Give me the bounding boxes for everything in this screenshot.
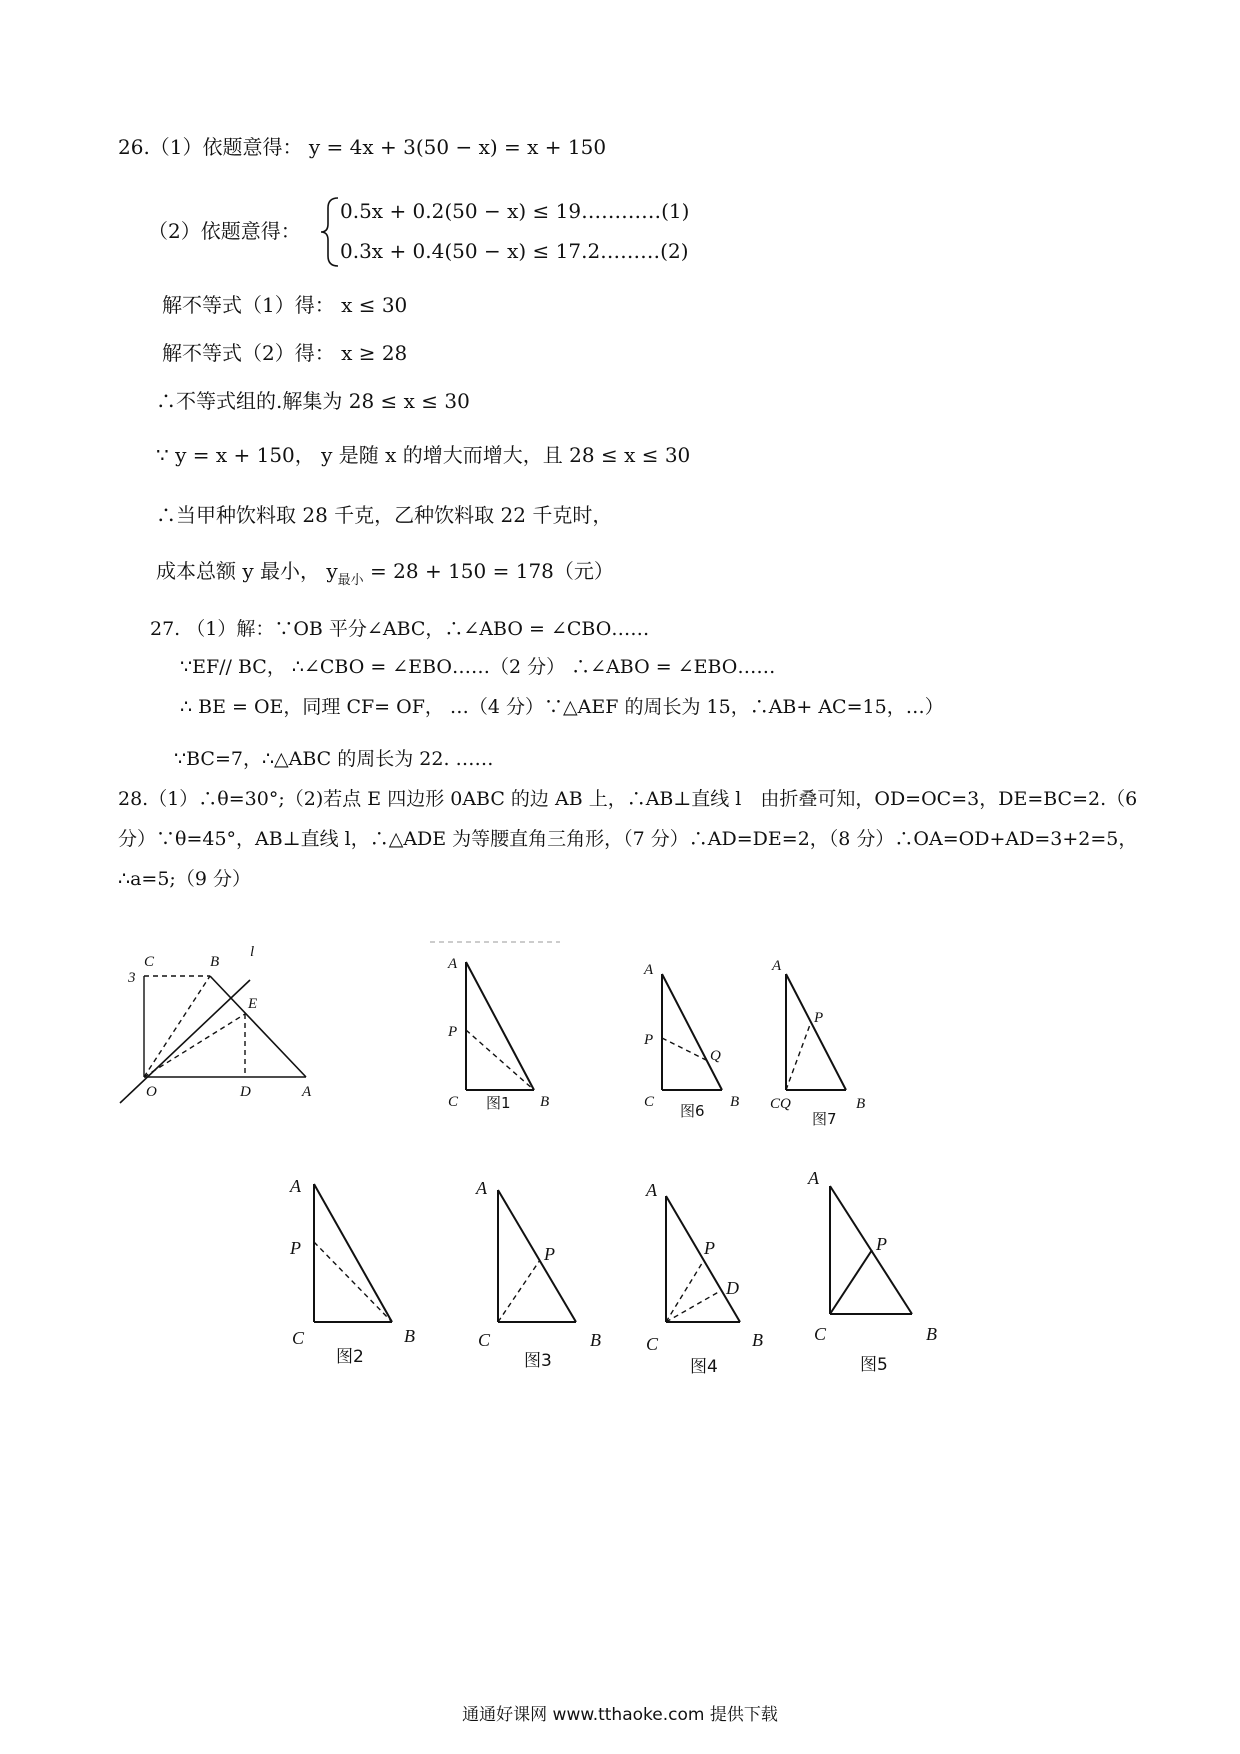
- fig3-label-b: B: [590, 1330, 601, 1350]
- q26-line-7: ∴当甲种饮料取 28 千克，乙种饮料取 22 千克时，: [156, 503, 613, 527]
- fig4-label-b: B: [752, 1330, 763, 1350]
- q26-line-8a: 成本总额 y 最小， y: [156, 559, 338, 583]
- q28-line-3: ∴a=5;（9 分）: [118, 868, 251, 890]
- fig4-label-a: A: [646, 1180, 657, 1200]
- fig1-label-a: A: [448, 956, 458, 972]
- fig7-label-a: A: [772, 958, 782, 974]
- fig7-label-b: B: [856, 1096, 866, 1112]
- fig2-label-p: P: [290, 1238, 301, 1258]
- q26-system-label: （2）依题意得：: [148, 219, 301, 243]
- figure-6: [628, 948, 768, 1118]
- fig2-label-a: A: [290, 1176, 301, 1196]
- fig6-label-p: P: [644, 1032, 654, 1048]
- fig4-label-c: C: [646, 1334, 659, 1354]
- q27-line-1: 27. （1）解：∵OB 平分∠ABC，∴∠ABO = ∠CBO……: [150, 618, 650, 640]
- fig3-label-p: P: [544, 1244, 555, 1264]
- fig2-label-b: B: [404, 1326, 415, 1346]
- fig1-label-c: C: [448, 1094, 459, 1110]
- fig5-label-c: C: [814, 1324, 827, 1344]
- q28-line-1: 28.（1）∴θ=30°;（2)若点 E 四边形 0ABC 的边 AB 上，∴AB⊥直线 l 由折叠可知，OD=OC=3，DE=BC=2.（6: [118, 788, 1138, 810]
- fig5-caption: 图5: [860, 1355, 888, 1375]
- fig2-caption: 图2: [336, 1347, 364, 1367]
- q26-line-1: 26.（1）依题意得： y = 4x + 3(50 − x) = x + 150: [118, 135, 607, 159]
- fig4-label-p: P: [704, 1238, 715, 1258]
- fig1-label-b: B: [540, 1094, 550, 1110]
- page-footer: 通通好课网 www.tthaoke.com 提供下载: [462, 1705, 778, 1725]
- q26-inequality-1: 0.5x + 0.2(50 − x) ≤ 19…………(1): [340, 199, 690, 223]
- figure-4: [640, 1170, 800, 1390]
- fig0-label-d: D: [240, 1084, 251, 1100]
- q26-line-8: [156, 558, 614, 594]
- q26-line-5: ∴不等式组的.解集为 28 ≤ x ≤ 30: [156, 389, 470, 413]
- fig3-caption: 图3: [524, 1351, 552, 1371]
- fig7-caption: 图7: [812, 1110, 837, 1128]
- q28-line-2: 分）∵θ=45°，AB⊥直线 l，∴△ADE 为等腰直角三角形，（7 分）∴AD=DE=2，（8 分）∴OA=OD+AD=3+2=5，: [118, 828, 1138, 850]
- fig0-label-3: 3: [128, 970, 136, 986]
- figure-2: [280, 1170, 440, 1390]
- fig3-label-c: C: [478, 1330, 491, 1350]
- figure-3: [470, 1170, 630, 1390]
- fig5-label-b: B: [926, 1324, 937, 1344]
- fig1-caption: 图1: [486, 1094, 511, 1110]
- fig0-label-b: B: [210, 954, 220, 970]
- q26-line-8b: = 28 + 150 = 178（元）: [363, 559, 614, 583]
- figure-5: [800, 1164, 960, 1384]
- fig5-label-p: P: [876, 1234, 887, 1254]
- fig6-label-q: Q: [710, 1048, 721, 1064]
- figure-1: [430, 940, 570, 1110]
- fig1-label-p: P: [448, 1024, 458, 1040]
- fig0-label-a: A: [302, 1084, 312, 1100]
- fig0-label-c: C: [144, 954, 155, 970]
- figure-7: [768, 948, 908, 1128]
- fig3-label-a: A: [476, 1178, 487, 1198]
- q27-line-4: ∵BC=7，∴△ABC 的周长为 22. ……: [174, 748, 494, 770]
- fig2-label-c: C: [292, 1328, 305, 1348]
- fig7-label-p: P: [814, 1010, 824, 1026]
- q26-subscript: 最小: [337, 573, 364, 588]
- q26-line-3: 解不等式（1）得： x ≤ 30: [162, 293, 408, 317]
- q26-line-4: 解不等式（2）得： x ≥ 28: [162, 341, 408, 365]
- fig4-label-d: D: [726, 1278, 739, 1298]
- fig6-label-c: C: [644, 1094, 655, 1110]
- figure-fold-diagram: [110, 940, 320, 1110]
- fig6-label-a: A: [644, 962, 654, 978]
- fig6-label-b: B: [730, 1094, 740, 1110]
- q26-inequality-2: 0.3x + 0.4(50 − x) ≤ 17.2………(2): [340, 239, 689, 263]
- fig4-caption: 图4: [690, 1357, 718, 1377]
- fig0-label-e: E: [248, 996, 258, 1012]
- fig7-label-cq: CQ: [770, 1096, 791, 1112]
- fig0-label-l: l: [250, 944, 255, 960]
- q26-line-6: ∵ y = x + 150， y 是随 x 的增大而增大，且 28 ≤ x ≤ 30: [156, 443, 691, 467]
- fig5-label-a: A: [808, 1168, 819, 1188]
- fig0-label-o: O: [146, 1084, 157, 1100]
- q27-line-3: ∴ BE = OE，同理 CF= OF， …（4 分）∵△AEF 的周长为 15，∴AB+ AC=15，…）: [180, 696, 944, 718]
- fig6-caption: 图6: [680, 1102, 705, 1118]
- q27-line-2: ∵EF// BC， ∴∠CBO = ∠EBO……（2 分） ∴∠ABO = ∠EBO……: [180, 656, 776, 678]
